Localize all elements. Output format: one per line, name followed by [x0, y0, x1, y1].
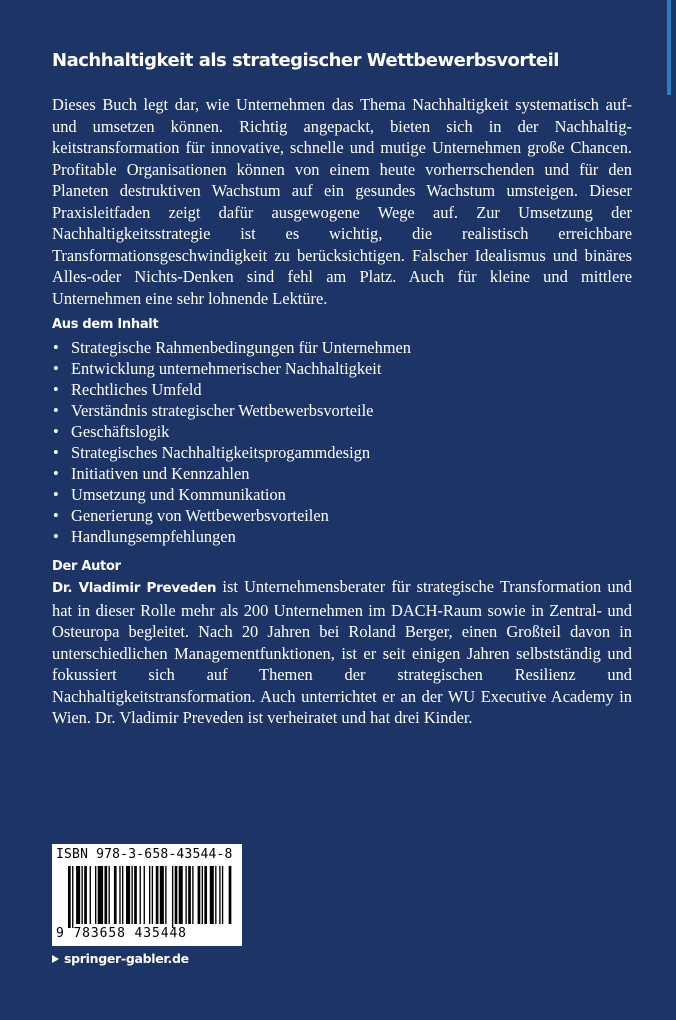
barcode-bar [140, 866, 141, 924]
barcode-bar [156, 866, 159, 924]
barcode-bar [222, 866, 223, 924]
list-item: • Geschäftslogik [52, 421, 632, 442]
author-name: Dr. Vladimir Preveden [52, 580, 217, 596]
publisher-url: springer-gabler.de [64, 951, 189, 966]
list-item: • Verständnis strategischer Wettbewerbsvorteile [52, 400, 632, 421]
barcode-bar [134, 866, 137, 924]
contents-heading: Aus dem Inhalt [52, 317, 159, 332]
barcode-bars [52, 866, 242, 928]
publisher-link[interactable] [52, 951, 189, 966]
barcode-bar [198, 866, 201, 924]
list-item: • Entwicklung unternehmerischer Nachhaltigkeit [52, 358, 632, 379]
barcode-bar [82, 866, 83, 924]
list-item: • Generierung von Wettbewerbsvorteilen [52, 505, 632, 526]
author-heading: Der Autor [52, 559, 121, 574]
barcode-bar [215, 866, 216, 924]
barcode-bar [95, 866, 96, 924]
barcode-bar [68, 866, 71, 928]
barcode-bar [160, 866, 164, 924]
barcode-bar [144, 866, 145, 924]
barcode-bar [152, 866, 153, 924]
list-item: • Strategisches Nachhaltigkeitsprogammdesign [52, 442, 632, 463]
barcode-bar [188, 866, 191, 924]
barcode-bar [185, 866, 186, 924]
accent-bar [667, 0, 671, 95]
barcode-digits: 9 783658 435448 [56, 926, 187, 941]
barcode-bar [104, 866, 107, 924]
barcode [52, 844, 242, 946]
barcode-bar [229, 866, 232, 924]
barcode-bar [126, 866, 130, 924]
barcode-bar [122, 866, 123, 924]
barcode-bar [98, 866, 103, 924]
barcode-bar [76, 866, 80, 924]
barcode-bar [179, 866, 183, 924]
book-title: Nachhaltigkeit als strategischer Wettbewerbsvorteil [52, 50, 559, 71]
list-item: • Strategische Rahmenbedingungen für Unternehmen [52, 337, 632, 358]
barcode-bar [90, 866, 91, 924]
barcode-bar [165, 866, 166, 924]
book-description: Dieses Buch legt dar, wie Unternehmen das Thema Nachhaltigkeit systematisch auf- und umsetzen können. Richtig angepackt, bieten sich in der Nachhaltigkeitstransformation für innovative, schnelle und mutige Unternehmen große Chancen. Profitable Organisationen können von einem heute vorherrschenden und für den Planeten destruktiven Wachstum auf ein gesundes Wachstum umsteigen. Dieser Praxisleitfaden zeigt dafür ausgewogene Wege auf. Zur Umsetzung der Nachhaltigkeitsstrategie ist es wichtig, die realistisch erreichbare Transformationsgeschwindigkeit zu berücksichtigen. Falscher Idealismus und binäres Alles-oder Nichts-Denken sind fehl am Platz. Auch für kleine und mittlere Unternehmen eine sehr lohnende Lektüre. [52, 95, 632, 308]
barcode-bar [149, 866, 150, 924]
list-item: • Handlungsempfehlungen [52, 526, 632, 547]
list-item: • Initiativen und Kennzahlen [52, 463, 632, 484]
barcode-bar [175, 866, 178, 924]
isbn-label: ISBN 978-3-658-43544-8 [56, 847, 233, 862]
barcode-bar [219, 866, 220, 924]
barcode-bar [131, 866, 132, 924]
barcode-bar [204, 866, 207, 924]
barcode-bar [192, 866, 193, 924]
barcode-bar [114, 866, 117, 924]
barcode-bar [172, 866, 173, 928]
arrow-right-icon [52, 955, 59, 963]
barcode-bar [72, 866, 73, 928]
barcode-bar [210, 866, 214, 924]
contents-list [52, 337, 632, 547]
barcode-bar [119, 866, 120, 924]
list-item: • Umsetzung und Kommunikation [52, 484, 632, 505]
barcode-bar [84, 866, 87, 924]
author-bio-paragraph [52, 576, 632, 729]
list-item: • Rechtliches Umfeld [52, 379, 632, 400]
barcode-bar [202, 866, 203, 924]
author-bio: ist Unternehmensberater für strategische Transformation und hat in dieser Rolle mehr als 200 Unternehmen im DACH-Raum sowie in Zentral- und Osteuropa begleitet. Nach 20 Jahren bei Roland Berger, einen Großteil davon in unterschiedlichen Managementfunktionen, ist er seit einigen Jahren selbstständig und fokussiert sich auf Themen der strategischen Resilienz und Nachhaltigkeitstransformation. Auch unterrichtet er an der WU Executive Academy in Wien. Dr. Vladimir Preveden ist verheiratet und hat drei Kinder. [52, 577, 632, 727]
barcode-bar [109, 866, 110, 924]
